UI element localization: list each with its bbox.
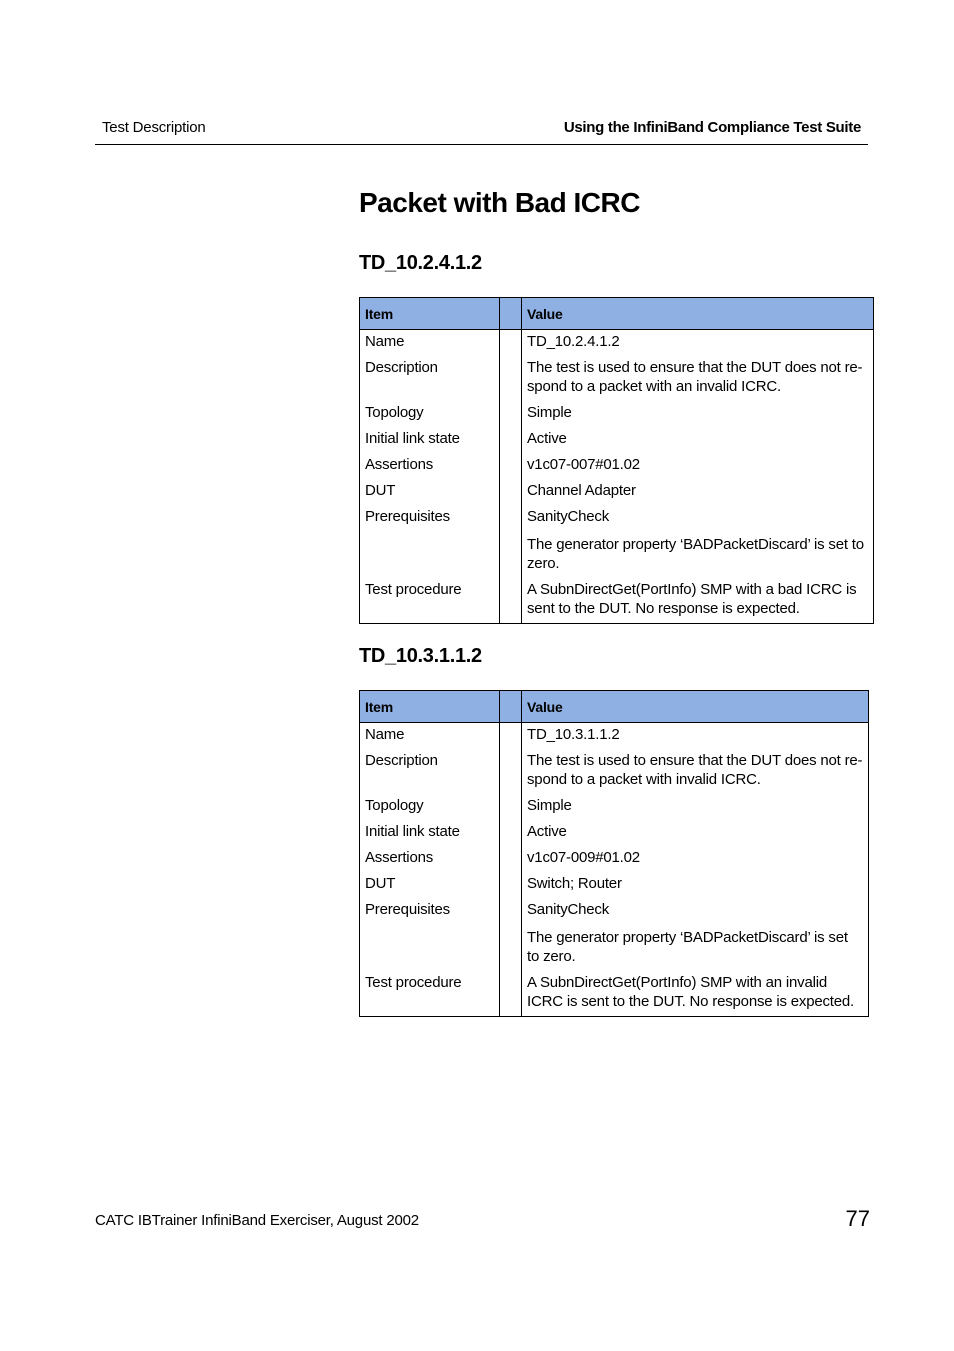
- table-row: [360, 792, 869, 818]
- value-cell: Channel Adapter: [522, 477, 874, 503]
- item-cell: Topology: [360, 792, 500, 818]
- table-row: [360, 330, 874, 355]
- value-cell: Active: [522, 818, 869, 844]
- value-cell: Simple: [522, 792, 869, 818]
- item-cell: Description: [360, 354, 500, 399]
- table-row: [360, 747, 869, 792]
- table-row: [360, 896, 869, 922]
- item-cell: Assertions: [360, 844, 500, 870]
- item-cell: Prerequisites: [360, 896, 500, 922]
- value-cell: SanityCheck: [522, 896, 869, 922]
- item-cell: Topology: [360, 399, 500, 425]
- column-header-item: Item: [360, 691, 500, 723]
- page-title: Packet with Bad ICRC: [359, 187, 640, 218]
- value-cell: A SubnDirectGet(PortInfo) SMP with a bad ICRC is sent to the DUT. No response is expected.: [522, 576, 874, 624]
- item-cell: Name: [360, 330, 500, 355]
- table-row: [360, 576, 874, 624]
- column-header-value: Value: [522, 298, 874, 330]
- table-row: [360, 503, 874, 529]
- column-header-gap: [500, 298, 522, 330]
- item-cell: Description: [360, 747, 500, 792]
- table-row: [360, 969, 869, 1017]
- table-row: [360, 529, 874, 576]
- value-cell: A SubnDirectGet(PortInfo) SMP with an invalid ICRC is sent to the DUT. No response is expected.: [522, 969, 869, 1017]
- value-cell: TD_10.2.4.1.2: [522, 330, 874, 355]
- running-header-left: Test Description: [102, 119, 206, 136]
- table-row: [360, 451, 874, 477]
- value-cell: Switch; Router: [522, 870, 869, 896]
- table-row: [360, 922, 869, 969]
- section-title-2: TD_10.3.1.1.2: [359, 645, 482, 667]
- table-row: [360, 477, 874, 503]
- value-cell: The generator property ‘BADPacketDiscard’ is set to zero.: [522, 922, 869, 969]
- item-cell: Prerequisites: [360, 503, 500, 529]
- value-cell: Simple: [522, 399, 874, 425]
- value-cell: TD_10.3.1.1.2: [522, 723, 869, 748]
- page-number: 77: [845, 1206, 870, 1231]
- table-row: [360, 870, 869, 896]
- item-cell: Test procedure: [360, 576, 500, 624]
- column-header-gap: [500, 691, 522, 723]
- table-header-row: [360, 298, 874, 330]
- table-row: [360, 399, 874, 425]
- table-row: [360, 425, 874, 451]
- table-row: [360, 844, 869, 870]
- value-cell: SanityCheck: [522, 503, 874, 529]
- table-row: [360, 723, 869, 748]
- spec-table-2: [359, 690, 869, 1017]
- value-cell: v1c07-009#01.02: [522, 844, 869, 870]
- item-cell: DUT: [360, 477, 500, 503]
- table-row: [360, 818, 869, 844]
- item-cell: Test procedure: [360, 969, 500, 1017]
- column-header-item: Item: [360, 298, 500, 330]
- item-cell: Initial link state: [360, 818, 500, 844]
- running-header-right: Using the InfiniBand Compliance Test Suite: [563, 119, 861, 136]
- item-cell: Initial link state: [360, 425, 500, 451]
- value-cell: v1c07-007#01.02: [522, 451, 874, 477]
- value-cell: The test is used to ensure that the DUT does not re-spond to a packet with invalid ICRC.: [522, 747, 869, 792]
- item-cell: [360, 922, 500, 969]
- spec-table-1: [359, 297, 874, 624]
- column-header-value: Value: [522, 691, 869, 723]
- item-cell: Name: [360, 723, 500, 748]
- header-divider: [95, 144, 868, 145]
- item-cell: DUT: [360, 870, 500, 896]
- section-title-1: TD_10.2.4.1.2: [359, 252, 482, 274]
- item-cell: [360, 529, 500, 576]
- value-cell: The test is used to ensure that the DUT does not re-spond to a packet with an invalid ICRC.: [522, 354, 874, 399]
- item-cell: Assertions: [360, 451, 500, 477]
- table-header-row: [360, 691, 869, 723]
- running-footer: CATC IBTrainer InfiniBand Exerciser, August 2002: [95, 1212, 419, 1229]
- table-row: [360, 354, 874, 399]
- value-cell: The generator property ‘BADPacketDiscard’ is set to zero.: [522, 529, 874, 576]
- value-cell: Active: [522, 425, 874, 451]
